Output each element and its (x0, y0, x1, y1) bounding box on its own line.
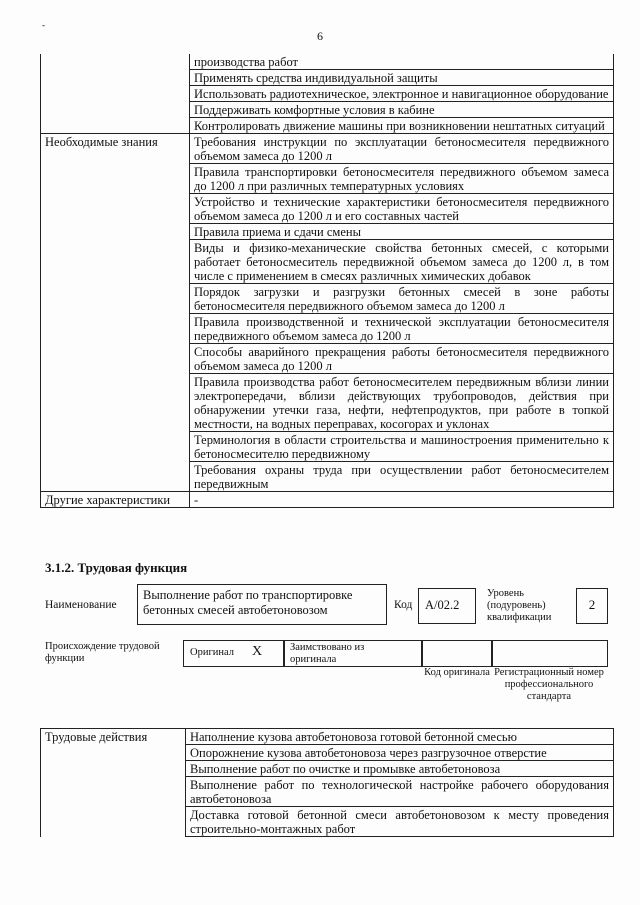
code-box (418, 588, 476, 624)
table-cell: производства работ (190, 54, 614, 70)
corner-mark: - (42, 20, 45, 30)
level-label: Уровень (подуровень) квалификации (487, 588, 552, 623)
name-label: Наименование (45, 599, 117, 611)
actions-label: Трудовые действия (41, 729, 186, 745)
actions-table (40, 728, 614, 837)
borrowed-label: Заимствовано из оригинала (290, 642, 365, 665)
table-cell: Порядок загрузки и разгрузки бетонных смесей в зоне работы бетоносмесителя передвижного объемом замеса до 1200 л (190, 284, 614, 314)
reg-number-box (491, 640, 608, 667)
table-row (41, 761, 614, 777)
table-row (41, 745, 614, 761)
table-row (41, 777, 614, 807)
original-box (183, 640, 285, 667)
table-cell: Виды и физико-механические свойства бетонных смесей, с которыми работает бетоносмеситель передвижной объемом замеса до 1200 л, в том числе с применением в смесях различных химических добавок (190, 240, 614, 284)
table-row (41, 729, 614, 745)
table-row (41, 492, 614, 508)
level-box (576, 588, 608, 624)
name-box (137, 584, 387, 625)
table-cell: Требования инструкции по эксплуатации бетоносмесителя передвижного объемом замеса до 1200 л (190, 134, 614, 164)
section-heading: 3.1.2. Трудовая функция (45, 560, 188, 575)
table-cell: Выполнение работ по очистке и промывке автобетоновоза (186, 761, 614, 777)
skills-label-cell (41, 54, 190, 134)
table-cell: Поддерживать комфортные условия в кабине (190, 102, 614, 118)
table-cell: Опорожнение кузова автобетоновоза через разгрузочное отверстие (186, 745, 614, 761)
code-caption: Код оригинала (424, 667, 490, 678)
table-cell: Правила производственной и технической эксплуатации бетоносмесителя передвижного объемом замеса до 1200 л (190, 314, 614, 344)
table-cell: Наполнение кузова автобетоновоза готовой бетонной смесью (186, 729, 614, 745)
table-cell: Применять средства индивидуальной защиты (190, 70, 614, 86)
code-label: Код (394, 599, 413, 611)
original-mark: X (252, 644, 263, 659)
reg-caption: Регистрационный номер профессионального стандарта (494, 667, 604, 702)
table-cell-empty (41, 745, 186, 761)
table-cell: Правила производства работ бетоносмесителем передвижным вблизи линии электропередачи, вблизи действующих трубопроводов, действия при обнаружении утечки газа, нефти, нефтепродуктов, при работе в топкой местности, на водных переправах, косогорах и уклонах (190, 374, 614, 432)
table-cell: Способы аварийного прекращения работы бетоносмесителя передвижного объемом замеса до 1200 л (190, 344, 614, 374)
name-value: Выполнение работ по транспортировке бетонных смесей автобетоновозом (143, 588, 353, 617)
table-cell: Терминология в области строительства и машиностроения применительно к бетоносмесителю передвижному (190, 432, 614, 462)
table-cell: Контролировать движение машины при возникновении нештатных ситуаций (190, 118, 614, 134)
table-cell: Требования охраны труда при осуществлении работ бетоносмесителем передвижным (190, 462, 614, 492)
table-cell: Выполнение работ по технологической настройке рабочего оборудования автобетоновоза (186, 777, 614, 807)
requirements-table (40, 54, 614, 508)
table-row (41, 54, 614, 70)
other-label: Другие характеристики (41, 492, 190, 508)
other-value: - (190, 492, 614, 508)
table-cell: Правила приема и сдачи смены (190, 224, 614, 240)
table-cell: Использовать радиотехническое, электронное и навигационное оборудование (190, 86, 614, 102)
knowledge-label: Необходимые знания (41, 134, 190, 492)
table-cell-empty (41, 761, 186, 777)
page-number: 6 (317, 29, 323, 43)
table-cell-empty (41, 777, 186, 807)
table-cell: Правила транспортировки бетоносмесителя передвижного объемом замеса до 1200 л при различных температурных условиях (190, 164, 614, 194)
level-value: 2 (588, 597, 596, 612)
table-row (41, 134, 614, 164)
original-label: Оригинал (190, 647, 234, 658)
origin-label: Происхождение трудовой функции (45, 641, 160, 664)
borrowed-box (283, 640, 423, 667)
code-value: А/02.2 (425, 598, 460, 612)
table-cell-empty (41, 807, 186, 837)
origin-code-box (421, 640, 493, 667)
table-cell: Доставка готовой бетонной смеси автобетоновозом к месту проведения строительно-монтажных работ (186, 807, 614, 837)
table-cell: Устройство и технические характеристики бетоносмесителя передвижного объемом замеса до 1200 л и его составных частей (190, 194, 614, 224)
table-row (41, 807, 614, 837)
